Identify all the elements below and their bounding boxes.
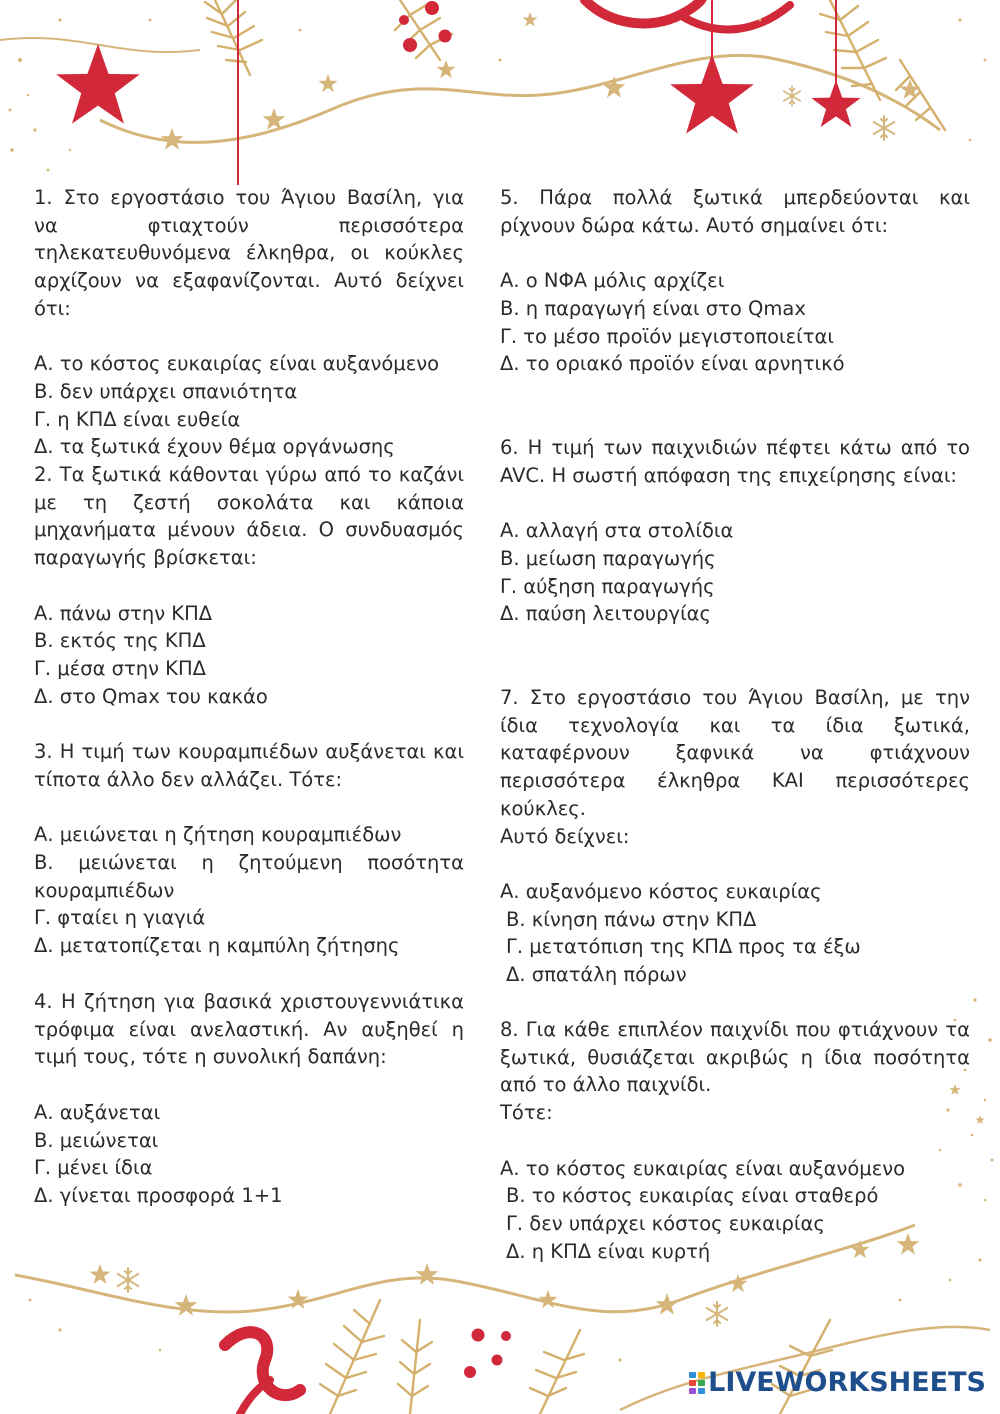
option-d: Δ. γίνεται προσφορά 1+1 [34,1183,283,1207]
option-a: Α. μειώνεται η ζήτηση κουραμπιέδων [34,823,402,847]
option-b: Β. το κόστος ευκαιρίας είναι σταθερό [506,1184,879,1208]
question-stem-line: Τότε: [500,1101,553,1125]
option-c: Γ. μένει ίδια [34,1156,153,1180]
liveworksheets-logo-icon [689,1372,705,1394]
option-b: Β. δεν υπάρχει σπανιότητα [34,379,298,403]
option-b: Β. μειώνεται [34,1128,159,1152]
question-stem: 5. Πάρα πολλά ξωτικά μπερδεύονται και ρίχνουν δώρα κάτω. Αυτό σημαίνει ότι: [500,186,970,237]
question-stem: 6. Η τιμή των παιχνιδιών πέφτει κάτω από το AVC. Η σωστή απόφαση της επιχείρησης είναι: [500,436,970,487]
option-c: Γ. το μέσο προϊόν μεγιστοποιείται [500,324,834,348]
option-c: Γ. μετατόπιση της ΚΠΔ προς τα έξω [506,935,861,959]
option-a: Α. αυξάνεται [34,1100,161,1124]
question-stem: 4. Η ζήτηση για βασικά χριστουγεννιάτικα τρόφιμα είναι ανελαστική. Αν αυξηθεί η τιμή τους, τότε η συνολική δαπάνη: [34,990,464,1069]
option-d: Δ. στο Qmax του κακάο [34,684,268,708]
option-d: Δ. σπατάλη πόρων [506,963,687,987]
question-stem: 8. Για κάθε επιπλέον παιχνίδι που φτιάχνουν τα ξωτικά, θυσιάζεται ακριβώς η ίδια ποσότητα από το άλλο παιχνίδι. [500,1018,970,1097]
option-a: Α. αλλαγή στα στολίδια [500,519,734,543]
option-b: Β. μειώνεται η ζητούμενη ποσότητα κουραμπιέδων [34,850,464,902]
top-garland [0,0,986,185]
question-3 [34,738,464,960]
option-d: Δ. τα ξωτικά έχουν θέμα οργάνωσης [34,435,395,459]
option-d: Δ. παύση λειτουργίας [500,602,711,626]
option-b: Β. εκτός της ΚΠΔ [34,629,206,653]
option-b: Β. μείωση παραγωγής [500,546,716,570]
option-d: Δ. η ΚΠΔ είναι κυρτή [506,1239,711,1263]
option-b: Β. κίνηση πάνω στην ΚΠΔ [506,907,757,931]
brand-text: LIVEWORKSHEETS [708,1367,986,1398]
question-5 [500,184,970,378]
option-c: Γ. φταίει η γιαγιά [34,906,206,930]
liveworksheets-brand[interactable] [689,1367,986,1398]
question-stem: 7. Στο εργοστάσιο του Άγιου Βασίλη, με την ίδια τεχνολογία και τα ίδια ξωτικά, καταφέρνουν ξαφνικά να φτιάχνουν περισσότερα έλκηθρα ΚΑΙ περισσότερες κούκλες. [500,686,970,820]
option-a: Α. πάνω στην ΚΠΔ [34,601,213,625]
option-c: Γ. η ΚΠΔ είναι ευθεία [34,407,241,431]
option-c: Γ. δεν υπάρχει κόστος ευκαιρίας [506,1211,825,1235]
option-a: Α. ο ΝΦΑ μόλις αρχίζει [500,269,725,293]
question-stem-line: Αυτό δείχνει: [500,824,630,848]
question-6 [500,434,970,628]
question-7 [500,684,970,989]
option-b: Β. η παραγωγή είναι στο Qmax [500,296,806,320]
question-4 [34,988,464,1210]
option-a: Α. αυξανόμενο κόστος ευκαιρίας [500,879,822,903]
question-stem: 2. Τα ξωτικά κάθονται γύρω από το καζάνι με τη ζεστή σοκολάτα και κάποια μηχανήματα μένουν άδεια. Ο συνδυασμός παραγωγής βρίσκεται: [34,463,464,570]
question-stem: 3. Η τιμή των κουραμπιέδων αυξάνεται και τίποτα άλλο δεν αλλάζει. Τότε: [34,740,464,791]
question-2 [34,461,464,710]
option-d: Δ. μετατοπίζεται η καμπύλη ζήτησης [34,933,400,957]
option-c: Γ. αύξηση παραγωγής [500,574,715,598]
option-a: Α. το κόστος ευκαιρίας είναι αυξανόμενο [500,1156,906,1180]
question-stem: 1. Στο εργοστάσιο του Άγιου Βασίλη, για να φτιαχτούν περισσότερα τηλεκατευθυνόμενα έλκηθρα, οι κούκλες αρχίζουν να εξαφανίζονται. Αυτό δείχνει ότι: [34,186,464,320]
question-1 [34,184,464,461]
option-d: Δ. το οριακό προϊόν είναι αρνητικό [500,352,845,376]
option-a: Α. το κόστος ευκαιρίας είναι αυξανόμενο [34,352,440,376]
option-c: Γ. μέσα στην ΚΠΔ [34,656,206,680]
question-8 [500,1016,970,1265]
